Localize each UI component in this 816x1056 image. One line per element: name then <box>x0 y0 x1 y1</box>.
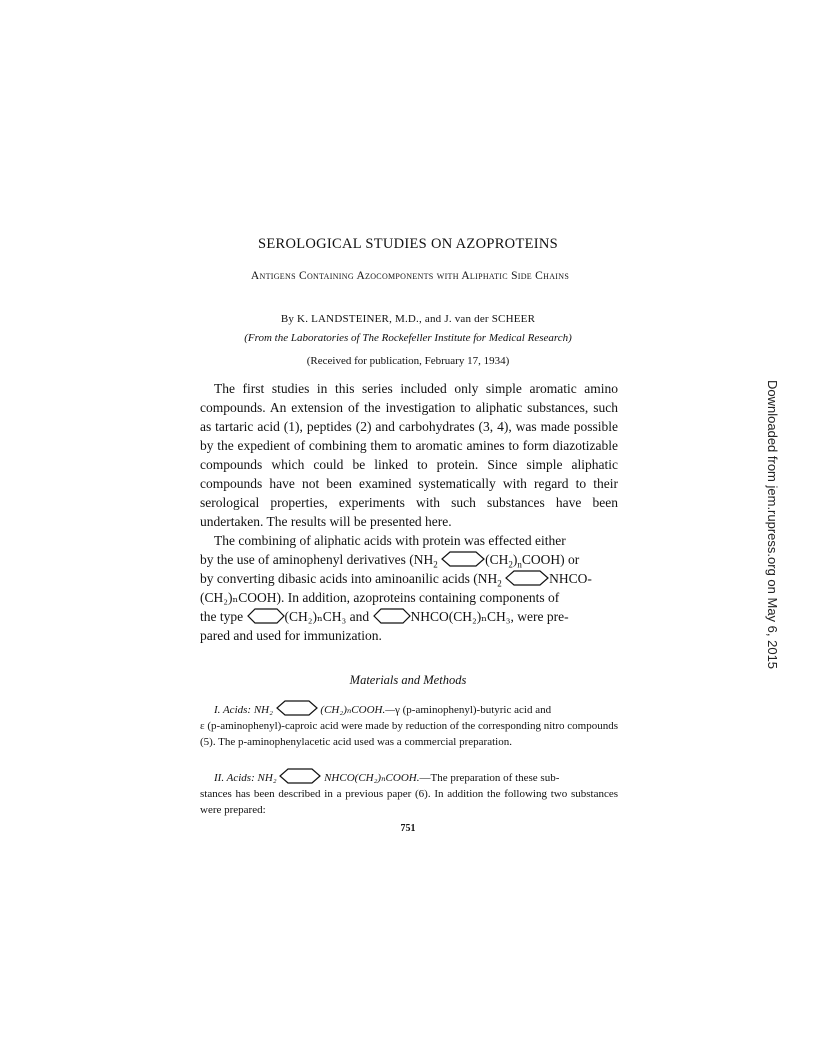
acids-section-1: I. Acids: NH₂ (CH₂)ₙCOOH.—γ (p-aminophenyl)-butyric acid and ε (p-aminophenyl)-caproic acid were made by reduction of the corresponding nitro compounds (5). The p-aminophenylacetic acid used was a commercial preparation. <box>200 700 618 750</box>
benzene-ring-icon <box>279 768 321 784</box>
affiliation: (From the Laboratories of The Rockefeller Institute for Medical Research) <box>244 332 572 344</box>
paragraph-2-line-1: The combining of aliphatic acids with protein was effected either <box>214 533 566 548</box>
received-date: (Received for publication, February 17, 1934) <box>306 355 510 367</box>
paragraph-2-line-2: by the use of aminophenyl derivatives ($NH_2$ $(CH_2)_nCOOH$) or <box>200 552 580 570</box>
benzene-ring-icon <box>441 551 485 567</box>
paragraph-2-line-5: the type (CH₂)ₙCH₃ and NHCO(CH₂)ₙCH₃, were pre- <box>200 609 569 624</box>
benzene-ring-icon <box>505 570 549 586</box>
acids-section-2: II. Acids: NH₂ NHCO(CH₂)ₙCOOH.—The preparation of these sub- stances has been described in a previous paper (6). In addition the following two substances were prepared: <box>200 768 618 818</box>
paragraph-2-line-6: pared and used for immunization. <box>200 628 382 643</box>
benzene-ring-icon <box>276 700 318 716</box>
benzene-ring-icon <box>247 608 285 624</box>
download-note: Downloaded from jem.rupress.org on May 6, 2015 <box>765 380 780 670</box>
article-title: SEROLOGICAL STUDIES ON AZOPROTEINS <box>257 236 559 252</box>
paragraph-2-line-3: by converting dibasic acids into aminoanilic acids ($NH_2$ NHCO- <box>200 571 592 589</box>
paragraph-1: The first studies in this series included only simple aromatic amino compounds. An extension of the investigation to aliphatic substances, such as tartaric acid (1), peptides (2) and carbohydrates (3, 4), was made possible by the expedient of combining them to aromatic amines to form diazotizable compounds which could be linked to protein. Since simple aliphatic compounds have not been examined systematically with regard to their serological properties, experiments with such substances have been undertaken. The results will be presented here. <box>200 381 618 529</box>
article-subtitle: Antigens Containing Azocomponents with Aliphatic Side Chains <box>250 270 570 282</box>
paragraph-2-line-4: (CH₂)ₙCOOH). In addition, azoproteins containing components of <box>200 590 560 605</box>
benzene-ring-icon <box>373 608 411 624</box>
section-heading: Materials and Methods <box>349 673 467 687</box>
body-text <box>200 379 618 645</box>
page-number: 751 <box>400 823 416 834</box>
author-line: By K. LANDSTEINER, M.D., and J. van der SCHEER <box>280 313 536 325</box>
